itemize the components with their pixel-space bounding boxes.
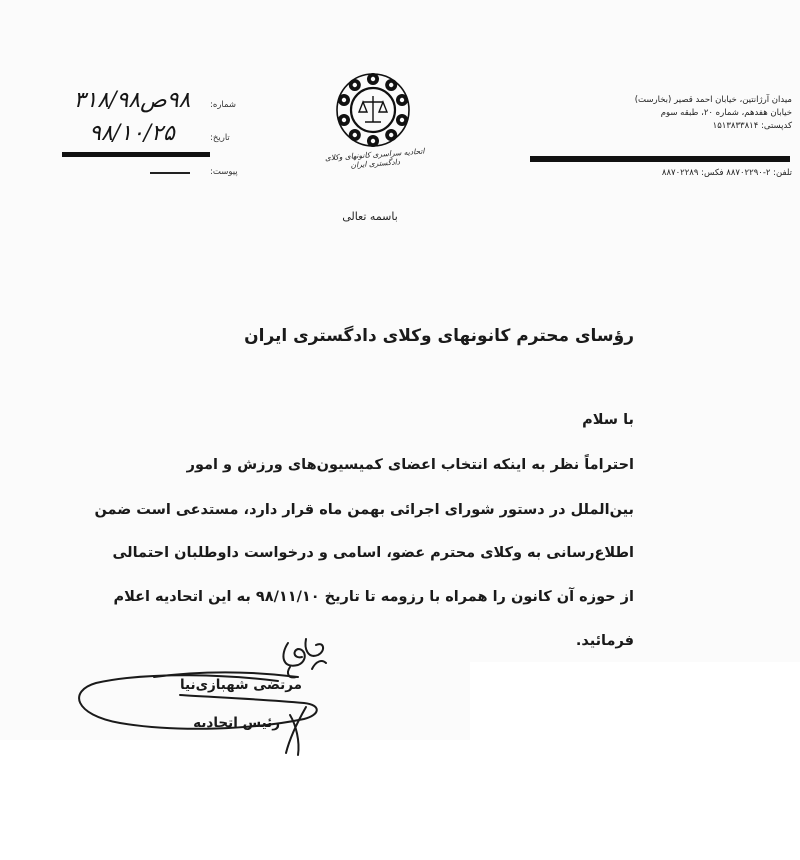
date-underline	[62, 152, 210, 157]
date-label: تاریخ:	[210, 133, 230, 143]
letter-addressee: رؤسای محترم کانونهای وکلای دادگستری ایران	[244, 326, 634, 346]
address-line: کدپستی: ۱۵۱۳۸۳۳۸۱۴	[712, 121, 792, 131]
body-line: احتراماً نظر به اینکه انتخاب اعضای کمیسیون‌های ورزش و امور	[186, 457, 634, 473]
body-line: بین‌الملل در دستور شورای اجرائی بهمن ماه قرار دارد، مستدعی است ضمن	[94, 502, 634, 518]
signer-title: رئیس اتحادیه	[193, 715, 280, 731]
letter-number: ۹۸ص۳۱۸/۹۸	[73, 88, 191, 113]
organization-name: اتحادیه سراسری کانونهای وکلای دادگستری ایران	[324, 146, 425, 170]
letterhead-phone: تلفن: ۲-۸۸۷۰۲۲۹۰ فکس: ۸۸۷۰۲۲۸۹	[661, 168, 792, 178]
body-line: اطلاع‌رسانی به وکلای محترم عضو، اسامی و درخواست داوطلبان احتمالی	[112, 545, 634, 561]
body-line: فرمائید.	[575, 633, 634, 649]
attachment-label: پیوست:	[210, 167, 238, 177]
signer-name: مرتضی شهبازی‌نیا	[179, 677, 302, 693]
address-divider	[530, 156, 790, 162]
attachment-mark	[150, 172, 190, 174]
address-line: خیابان هفدهم، شماره ۲۰، طبقه سوم	[660, 108, 792, 118]
basmala-heading: باسمه تعالی	[342, 210, 398, 223]
letter-greeting: با سلام	[582, 412, 634, 428]
body-line: از حوزه آن کانون را همراه با رزومه تا تاریخ ۹۸/۱۱/۱۰ به این اتحادیه اعلام	[113, 589, 634, 605]
handwritten-signature-icon	[60, 625, 330, 765]
organization-emblem-icon	[333, 70, 413, 150]
letter-date: ۹۸/۱۰/۲۵	[89, 121, 175, 146]
address-line: میدان آرژانتین، خیابان احمد قصیر (بخارست)	[634, 95, 792, 105]
number-label: شماره:	[210, 100, 237, 110]
letterhead-address	[512, 94, 792, 133]
